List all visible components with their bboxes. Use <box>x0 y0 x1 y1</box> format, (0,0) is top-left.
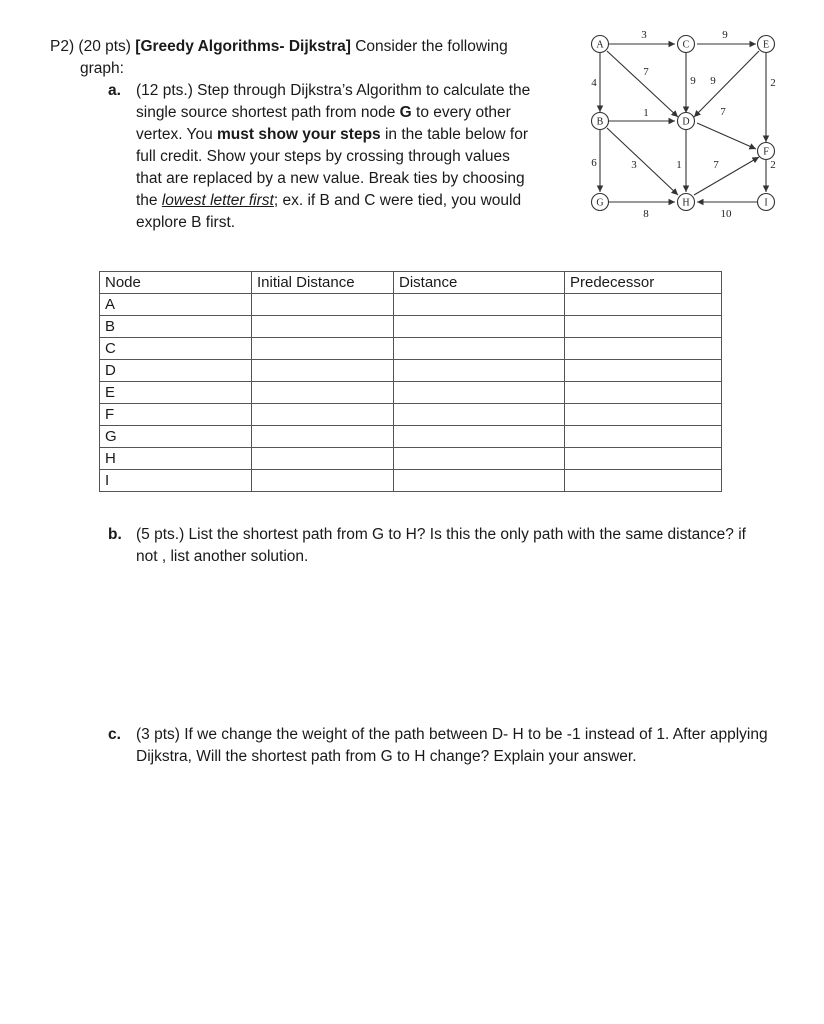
distance-cell[interactable] <box>394 448 565 470</box>
row-node-label: E <box>100 382 252 404</box>
predecessor-cell[interactable] <box>565 382 722 404</box>
predecessor-cell[interactable] <box>565 448 722 470</box>
row-node-label: B <box>100 316 252 338</box>
part-c-label: c. <box>108 726 121 743</box>
distance-cell[interactable] <box>394 470 565 492</box>
header-node: Node <box>100 272 252 294</box>
problem-title-rest: Consider the following <box>350 38 508 55</box>
initial-distance-cell[interactable] <box>252 294 394 316</box>
distance-cell[interactable] <box>394 404 565 426</box>
predecessor-cell[interactable] <box>565 294 722 316</box>
dijkstra-table <box>99 271 722 492</box>
edge-d-f <box>697 123 756 149</box>
distance-cell[interactable] <box>394 338 565 360</box>
predecessor-cell[interactable] <box>565 316 722 338</box>
part-a-text-1: (12 pts.) Step through Dijkstra’s Algorithm to calculate the single source shortest path from node <box>136 82 531 121</box>
distance-cell[interactable] <box>394 360 565 382</box>
header-initial-distance: Initial Distance <box>252 272 394 294</box>
node-g-label: G <box>596 197 604 209</box>
weight-a-c: 3 <box>641 29 647 41</box>
row-node-label: D <box>100 360 252 382</box>
part-a-emphasis: lowest letter first <box>161 192 274 209</box>
weight-c-d: 9 <box>690 75 696 87</box>
node-d-label: D <box>682 116 690 128</box>
graph-svg <box>586 24 786 224</box>
problem-topic: [Greedy Algorithms- Dijkstra] <box>135 38 351 55</box>
table-row <box>100 294 722 316</box>
weight-d-f: 7 <box>720 106 726 118</box>
initial-distance-cell[interactable] <box>252 426 394 448</box>
row-node-label: I <box>100 470 252 492</box>
part-a <box>108 80 538 234</box>
part-a-text <box>108 80 538 234</box>
node-f-label: F <box>763 146 769 158</box>
distance-cell[interactable] <box>394 382 565 404</box>
weight-i-h: 10 <box>720 208 732 220</box>
table-row <box>100 338 722 360</box>
initial-distance-cell[interactable] <box>252 448 394 470</box>
row-node-label: F <box>100 404 252 426</box>
weight-d-h: 1 <box>676 159 682 171</box>
node-e-label: E <box>762 39 770 51</box>
part-a-text-2: to every other vertex. You <box>136 104 511 143</box>
distance-cell[interactable] <box>394 316 565 338</box>
table-row <box>100 426 722 448</box>
problem-heading <box>50 36 540 80</box>
table-row <box>100 404 722 426</box>
table-header-row <box>100 272 722 294</box>
part-c <box>108 724 788 768</box>
edge-h-f <box>694 157 759 195</box>
predecessor-cell[interactable] <box>565 426 722 448</box>
weight-e-d: 9 <box>710 75 716 87</box>
table-row <box>100 316 722 338</box>
row-node-label: H <box>100 448 252 470</box>
part-b <box>108 524 748 568</box>
initial-distance-cell[interactable] <box>252 404 394 426</box>
weight-a-b: 4 <box>591 77 597 89</box>
node-h-label: H <box>682 197 690 209</box>
problem-title-line2: graph: <box>80 60 124 77</box>
weight-c-e: 9 <box>722 29 728 41</box>
part-c-text: (3 pts) If we change the weight of the path between D- H to be -1 instead of 1. After applying Dijkstra, Will the shortest path from G to H change? Explain your answer. <box>136 726 768 765</box>
initial-distance-cell[interactable] <box>252 360 394 382</box>
row-node-label: A <box>100 294 252 316</box>
table-row <box>100 360 722 382</box>
weight-h-f: 7 <box>713 159 719 171</box>
weight-b-h: 3 <box>631 159 637 171</box>
part-a-bold: must show your steps <box>217 126 381 143</box>
node-c-label: C <box>682 39 690 51</box>
table-row <box>100 448 722 470</box>
initial-distance-cell[interactable] <box>252 316 394 338</box>
predecessor-cell[interactable] <box>565 470 722 492</box>
distance-cell[interactable] <box>394 426 565 448</box>
node-i-label: I <box>764 197 768 209</box>
part-b-text: (5 pts.) List the shortest path from G to H? Is this the only path with the same distance? if not , list another solution. <box>136 526 746 565</box>
weight-b-d: 1 <box>643 107 649 119</box>
part-a-label: a. <box>108 82 121 99</box>
weight-b-g: 6 <box>591 157 597 169</box>
initial-distance-cell[interactable] <box>252 470 394 492</box>
table-row <box>100 470 722 492</box>
part-b-label: b. <box>108 526 122 543</box>
initial-distance-cell[interactable] <box>252 338 394 360</box>
initial-distance-cell[interactable] <box>252 382 394 404</box>
predecessor-cell[interactable] <box>565 338 722 360</box>
weight-f-i: 2 <box>770 159 776 171</box>
header-distance: Distance <box>394 272 565 294</box>
header-predecessor: Predecessor <box>565 272 722 294</box>
weight-g-h: 8 <box>643 208 649 220</box>
part-a-text-4: ; ex. if B and C were tied, you would explore B first. <box>136 192 522 231</box>
distance-cell[interactable] <box>394 294 565 316</box>
edge-b-h <box>607 128 678 195</box>
node-a-label: A <box>596 39 604 51</box>
predecessor-cell[interactable] <box>565 360 722 382</box>
weight-a-d: 7 <box>643 66 649 78</box>
node-b-label: B <box>596 116 604 128</box>
graph-diagram <box>586 24 786 224</box>
part-a-text-3: in the table below for full credit. Show your steps by crossing through values that are replaced by a new value. Break ties by choosing the <box>136 126 529 209</box>
problem-title-prefix: P2) (20 pts) <box>50 38 136 55</box>
row-node-label: G <box>100 426 252 448</box>
weight-e-f: 2 <box>770 77 776 89</box>
edge-e-d <box>694 51 759 117</box>
predecessor-cell[interactable] <box>565 404 722 426</box>
part-a-source-node: G <box>399 104 412 121</box>
row-node-label: C <box>100 338 252 360</box>
table-row <box>100 382 722 404</box>
